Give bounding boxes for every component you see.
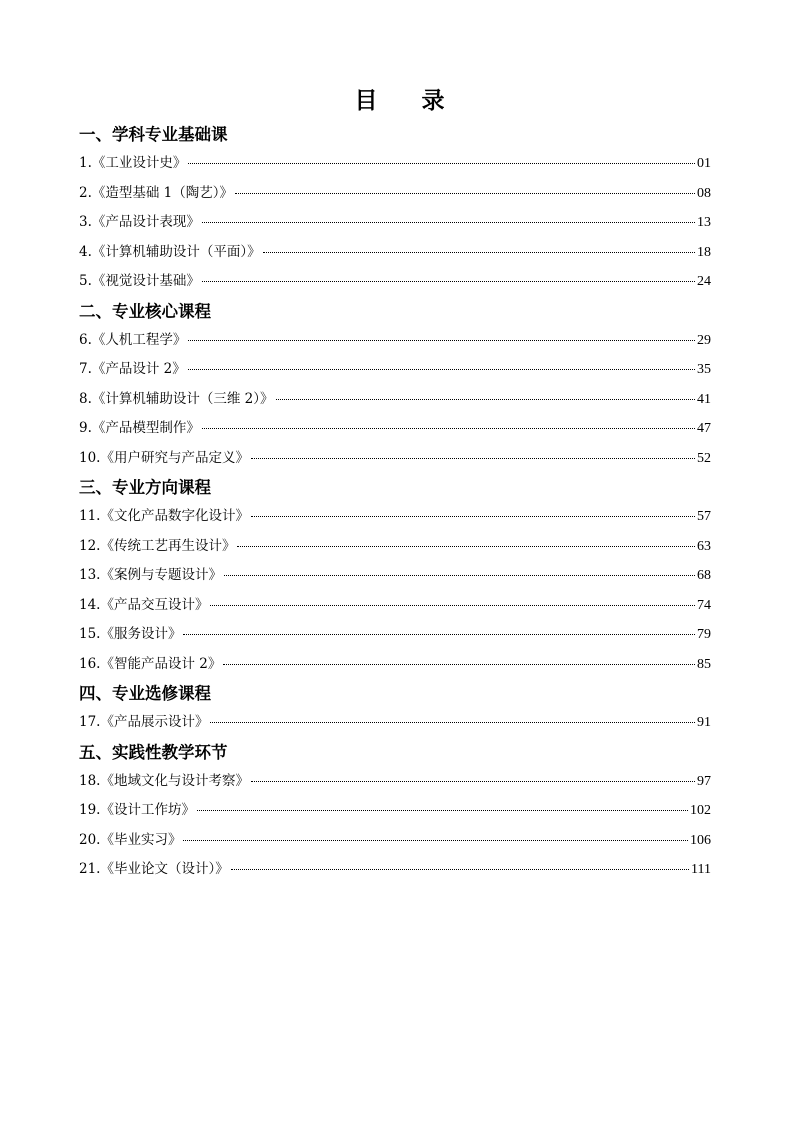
dot-leader [235, 193, 695, 194]
toc-entry-page-number: 68 [697, 568, 711, 583]
dot-leader [210, 722, 695, 723]
toc-entry-label: 4.《计算机辅助设计（平面）》 [79, 243, 261, 260]
toc-entry[interactable] [79, 179, 711, 209]
toc-entry[interactable] [79, 708, 711, 738]
toc-entry[interactable] [79, 767, 711, 797]
toc-entry-label: 6.《人机工程学》 [79, 331, 187, 348]
toc-entry[interactable] [79, 385, 711, 415]
toc-entry-label: 21.《毕业论文（设计）》 [79, 861, 229, 877]
toc-entry-label: 2.《造型基础 1（陶艺）》 [79, 184, 234, 201]
dot-leader [202, 281, 695, 282]
section-heading: 一、学科专业基础课 [79, 125, 228, 144]
toc-entry[interactable] [79, 591, 711, 621]
toc-entry-page-number: 47 [697, 421, 711, 436]
dot-leader [188, 163, 695, 164]
toc-entry-page-number: 97 [697, 773, 711, 789]
table-of-contents [79, 120, 711, 885]
dot-leader [276, 399, 695, 400]
toc-entry-page-number: 106 [690, 832, 711, 848]
dot-leader [210, 605, 695, 606]
toc-entry-page-number: 08 [697, 185, 711, 201]
toc-entry[interactable] [79, 532, 711, 562]
toc-entry-label: 13.《案例与专题设计》 [79, 567, 222, 583]
dot-leader [263, 252, 695, 253]
toc-entry-label: 18.《地域文化与设计考察》 [79, 772, 249, 789]
toc-entry-page-number: 24 [697, 274, 711, 289]
toc-entry-label: 10.《用户研究与产品定义》 [79, 449, 249, 466]
dot-leader [202, 428, 695, 429]
toc-entry-page-number: 52 [697, 450, 711, 466]
toc-entry[interactable] [79, 267, 711, 297]
toc-entry[interactable] [79, 796, 711, 826]
toc-entry-page-number: 79 [697, 627, 711, 642]
toc-entry-label: 1.《工业设计史》 [79, 155, 187, 171]
page-title: 目 录 [354, 88, 463, 114]
toc-entry-page-number: 111 [691, 862, 711, 877]
toc-entry-label: 8.《计算机辅助设计（三维 2）》 [79, 390, 274, 407]
toc-entry-page-number: 41 [697, 391, 711, 407]
toc-entry-page-number: 57 [697, 509, 711, 524]
dot-leader [237, 546, 695, 547]
toc-entry[interactable] [79, 826, 711, 856]
toc-entry[interactable] [79, 855, 711, 885]
toc-entry-label: 17.《产品展示设计》 [79, 714, 209, 730]
toc-entry-label: 15.《服务设计》 [79, 626, 182, 642]
toc-entry[interactable] [79, 326, 711, 356]
dot-leader [188, 340, 695, 341]
toc-entry[interactable] [79, 650, 711, 680]
toc-entry-page-number: 85 [697, 656, 711, 672]
dot-leader [224, 575, 695, 576]
section-heading: 三、专业方向课程 [79, 478, 211, 497]
toc-entry[interactable] [79, 620, 711, 650]
toc-entry[interactable] [79, 502, 711, 532]
toc-entry-label: 19.《设计工作坊》 [79, 802, 195, 818]
dot-leader [183, 840, 688, 841]
dot-leader [197, 810, 688, 811]
toc-entry-page-number: 13 [697, 215, 711, 230]
section-heading: 四、专业选修课程 [79, 684, 211, 703]
toc-entry-label: 14.《产品交互设计》 [79, 596, 209, 613]
dot-leader [231, 869, 689, 870]
toc-entry[interactable] [79, 355, 711, 385]
toc-entry-label: 12.《传统工艺再生设计》 [79, 537, 236, 554]
toc-entry-label: 16.《智能产品设计 2》 [79, 655, 222, 672]
dot-leader [251, 781, 695, 782]
toc-entry-label: 5.《视觉设计基础》 [79, 273, 200, 289]
toc-entry-page-number: 18 [697, 244, 711, 260]
toc-entry-page-number: 74 [697, 597, 711, 613]
toc-entry-page-number: 63 [697, 538, 711, 554]
toc-entry-page-number: 102 [690, 803, 711, 818]
toc-entry-page-number: 29 [697, 332, 711, 348]
toc-entry[interactable] [79, 444, 711, 474]
section-heading: 二、专业核心课程 [79, 301, 211, 321]
dot-leader [223, 664, 695, 665]
toc-entry[interactable] [79, 561, 711, 591]
toc-entry-label: 11.《文化产品数字化设计》 [79, 508, 249, 524]
toc-entry-label: 3.《产品设计表现》 [79, 214, 200, 230]
toc-entry-label: 9.《产品模型制作》 [79, 420, 200, 436]
dot-leader [188, 369, 695, 370]
dot-leader [202, 222, 695, 223]
toc-entry[interactable] [79, 238, 711, 268]
toc-entry-page-number: 01 [697, 156, 711, 171]
dot-leader [251, 458, 695, 459]
toc-entry-page-number: 35 [697, 362, 711, 377]
toc-entry[interactable] [79, 208, 711, 238]
toc-entry-label: 7.《产品设计 2》 [79, 361, 186, 377]
toc-entry-page-number: 91 [697, 715, 711, 730]
dot-leader [183, 634, 695, 635]
section-heading: 五、实践性教学环节 [79, 742, 228, 762]
toc-entry[interactable] [79, 149, 711, 179]
dot-leader [251, 516, 695, 517]
toc-entry-label: 20.《毕业实习》 [79, 831, 182, 848]
toc-entry[interactable] [79, 414, 711, 444]
